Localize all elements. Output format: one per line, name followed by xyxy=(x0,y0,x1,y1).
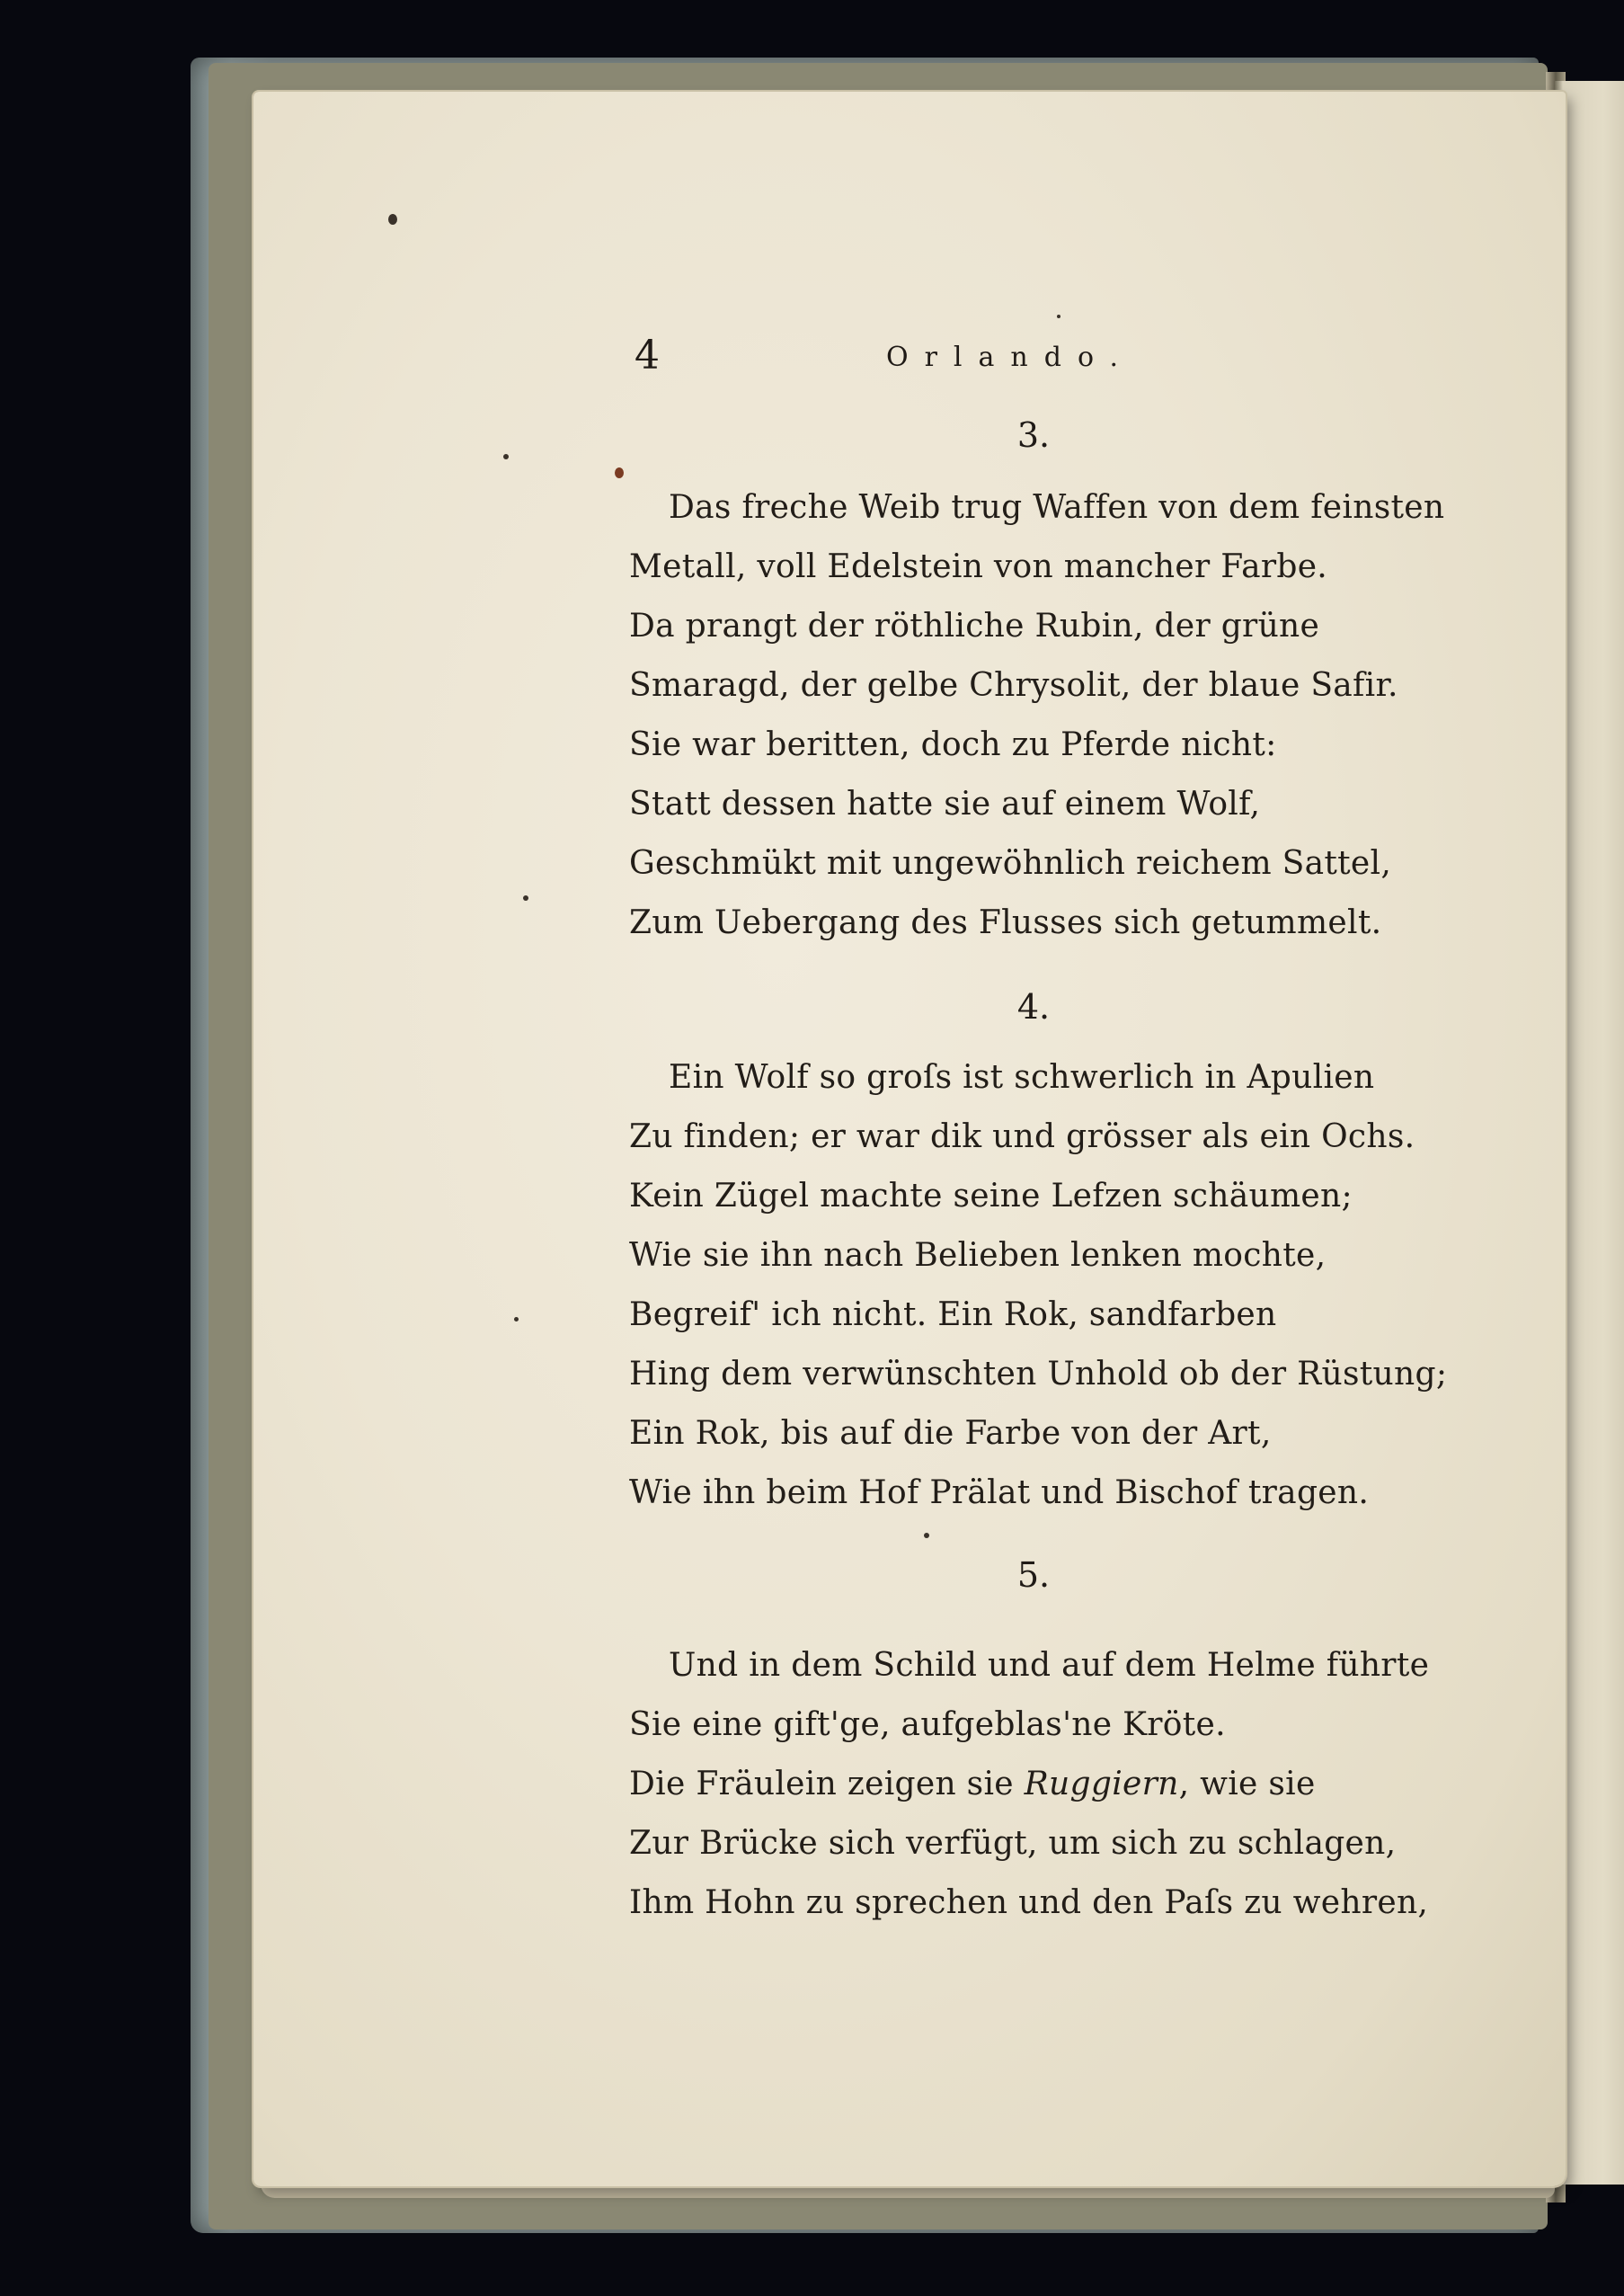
verse-line: Hing dem verwünschten Unhold ob der Rüstung; xyxy=(629,1356,1448,1393)
verse-line: Smaragd, der gelbe Chrysolit, der blaue Safir. xyxy=(629,667,1398,704)
verse-line: Wie sie ihn nach Belieben lenken mochte, xyxy=(629,1237,1327,1274)
verse-line: Ihm Hohn zu sprechen und den Paſs zu wehren, xyxy=(629,1884,1429,1921)
foxing-speck xyxy=(503,454,509,459)
stanza-number: 4. xyxy=(1016,987,1051,1027)
foxing-speck xyxy=(924,1533,929,1538)
verse-line: Metall, voll Edelstein von mancher Farbe. xyxy=(629,548,1328,585)
verse-line: Sie war beritten, doch zu Pferde nicht: xyxy=(629,726,1277,763)
verse-line: Geschmükt mit ungewöhnlich reichem Sattel, xyxy=(629,845,1392,882)
stanza-number: 5. xyxy=(1016,1555,1051,1595)
verse-line: Zu finden; er war dik und grösser als ein Ochs. xyxy=(629,1118,1415,1155)
running-title: Orlando. xyxy=(886,342,1135,373)
page-number: 4 xyxy=(635,333,660,378)
verse-line: Zur Brücke sich verfügt, um sich zu schlagen, xyxy=(629,1825,1397,1862)
stanza xyxy=(629,1636,1430,1933)
verse-line: Statt dessen hatte sie auf einem Wolf, xyxy=(629,786,1261,823)
verse-line: Und in dem Schild und auf dem Helme führte xyxy=(669,1647,1430,1684)
italic-name: Ruggiern xyxy=(1024,1766,1179,1802)
foxing-speck xyxy=(523,895,528,901)
foxing-speck xyxy=(388,214,397,225)
verse-line: Wie ihn beim Hof Prälat und Bischof tragen. xyxy=(629,1474,1370,1511)
foxing-speck xyxy=(615,467,624,478)
verse-line xyxy=(629,1755,1420,1814)
stanza-number: 3. xyxy=(1016,415,1051,455)
verse-text: , wie sie xyxy=(1178,1766,1316,1802)
foxing-speck xyxy=(514,1317,519,1322)
verse-line: Ein Rok, bis auf die Farbe von der Art, xyxy=(629,1415,1272,1452)
verse-line: Begreif' ich nicht. Ein Rok, sandfarben xyxy=(629,1296,1277,1333)
stanza xyxy=(629,478,1445,953)
verse-line: Kein Zügel machte seine Lefzen schäumen; xyxy=(629,1178,1353,1215)
verse-line: Da prangt der röthliche Rubin, der grüne xyxy=(629,608,1320,645)
foxing-speck xyxy=(1057,315,1060,318)
verse-line: Sie eine gift'ge, aufgeblas'ne Kröte. xyxy=(629,1706,1226,1743)
verse-text: Die Fräulein zeigen sie xyxy=(629,1766,1025,1802)
verse-line: Zum Uebergang des Flusses sich getummelt. xyxy=(629,904,1382,941)
running-header xyxy=(635,329,1443,383)
verse-line: Ein Wolf so groſs ist schwerlich in Apulien xyxy=(669,1059,1375,1096)
verse-line: Das freche Weib trug Waffen von dem feinsten xyxy=(669,489,1445,526)
stanza xyxy=(629,1048,1448,1523)
